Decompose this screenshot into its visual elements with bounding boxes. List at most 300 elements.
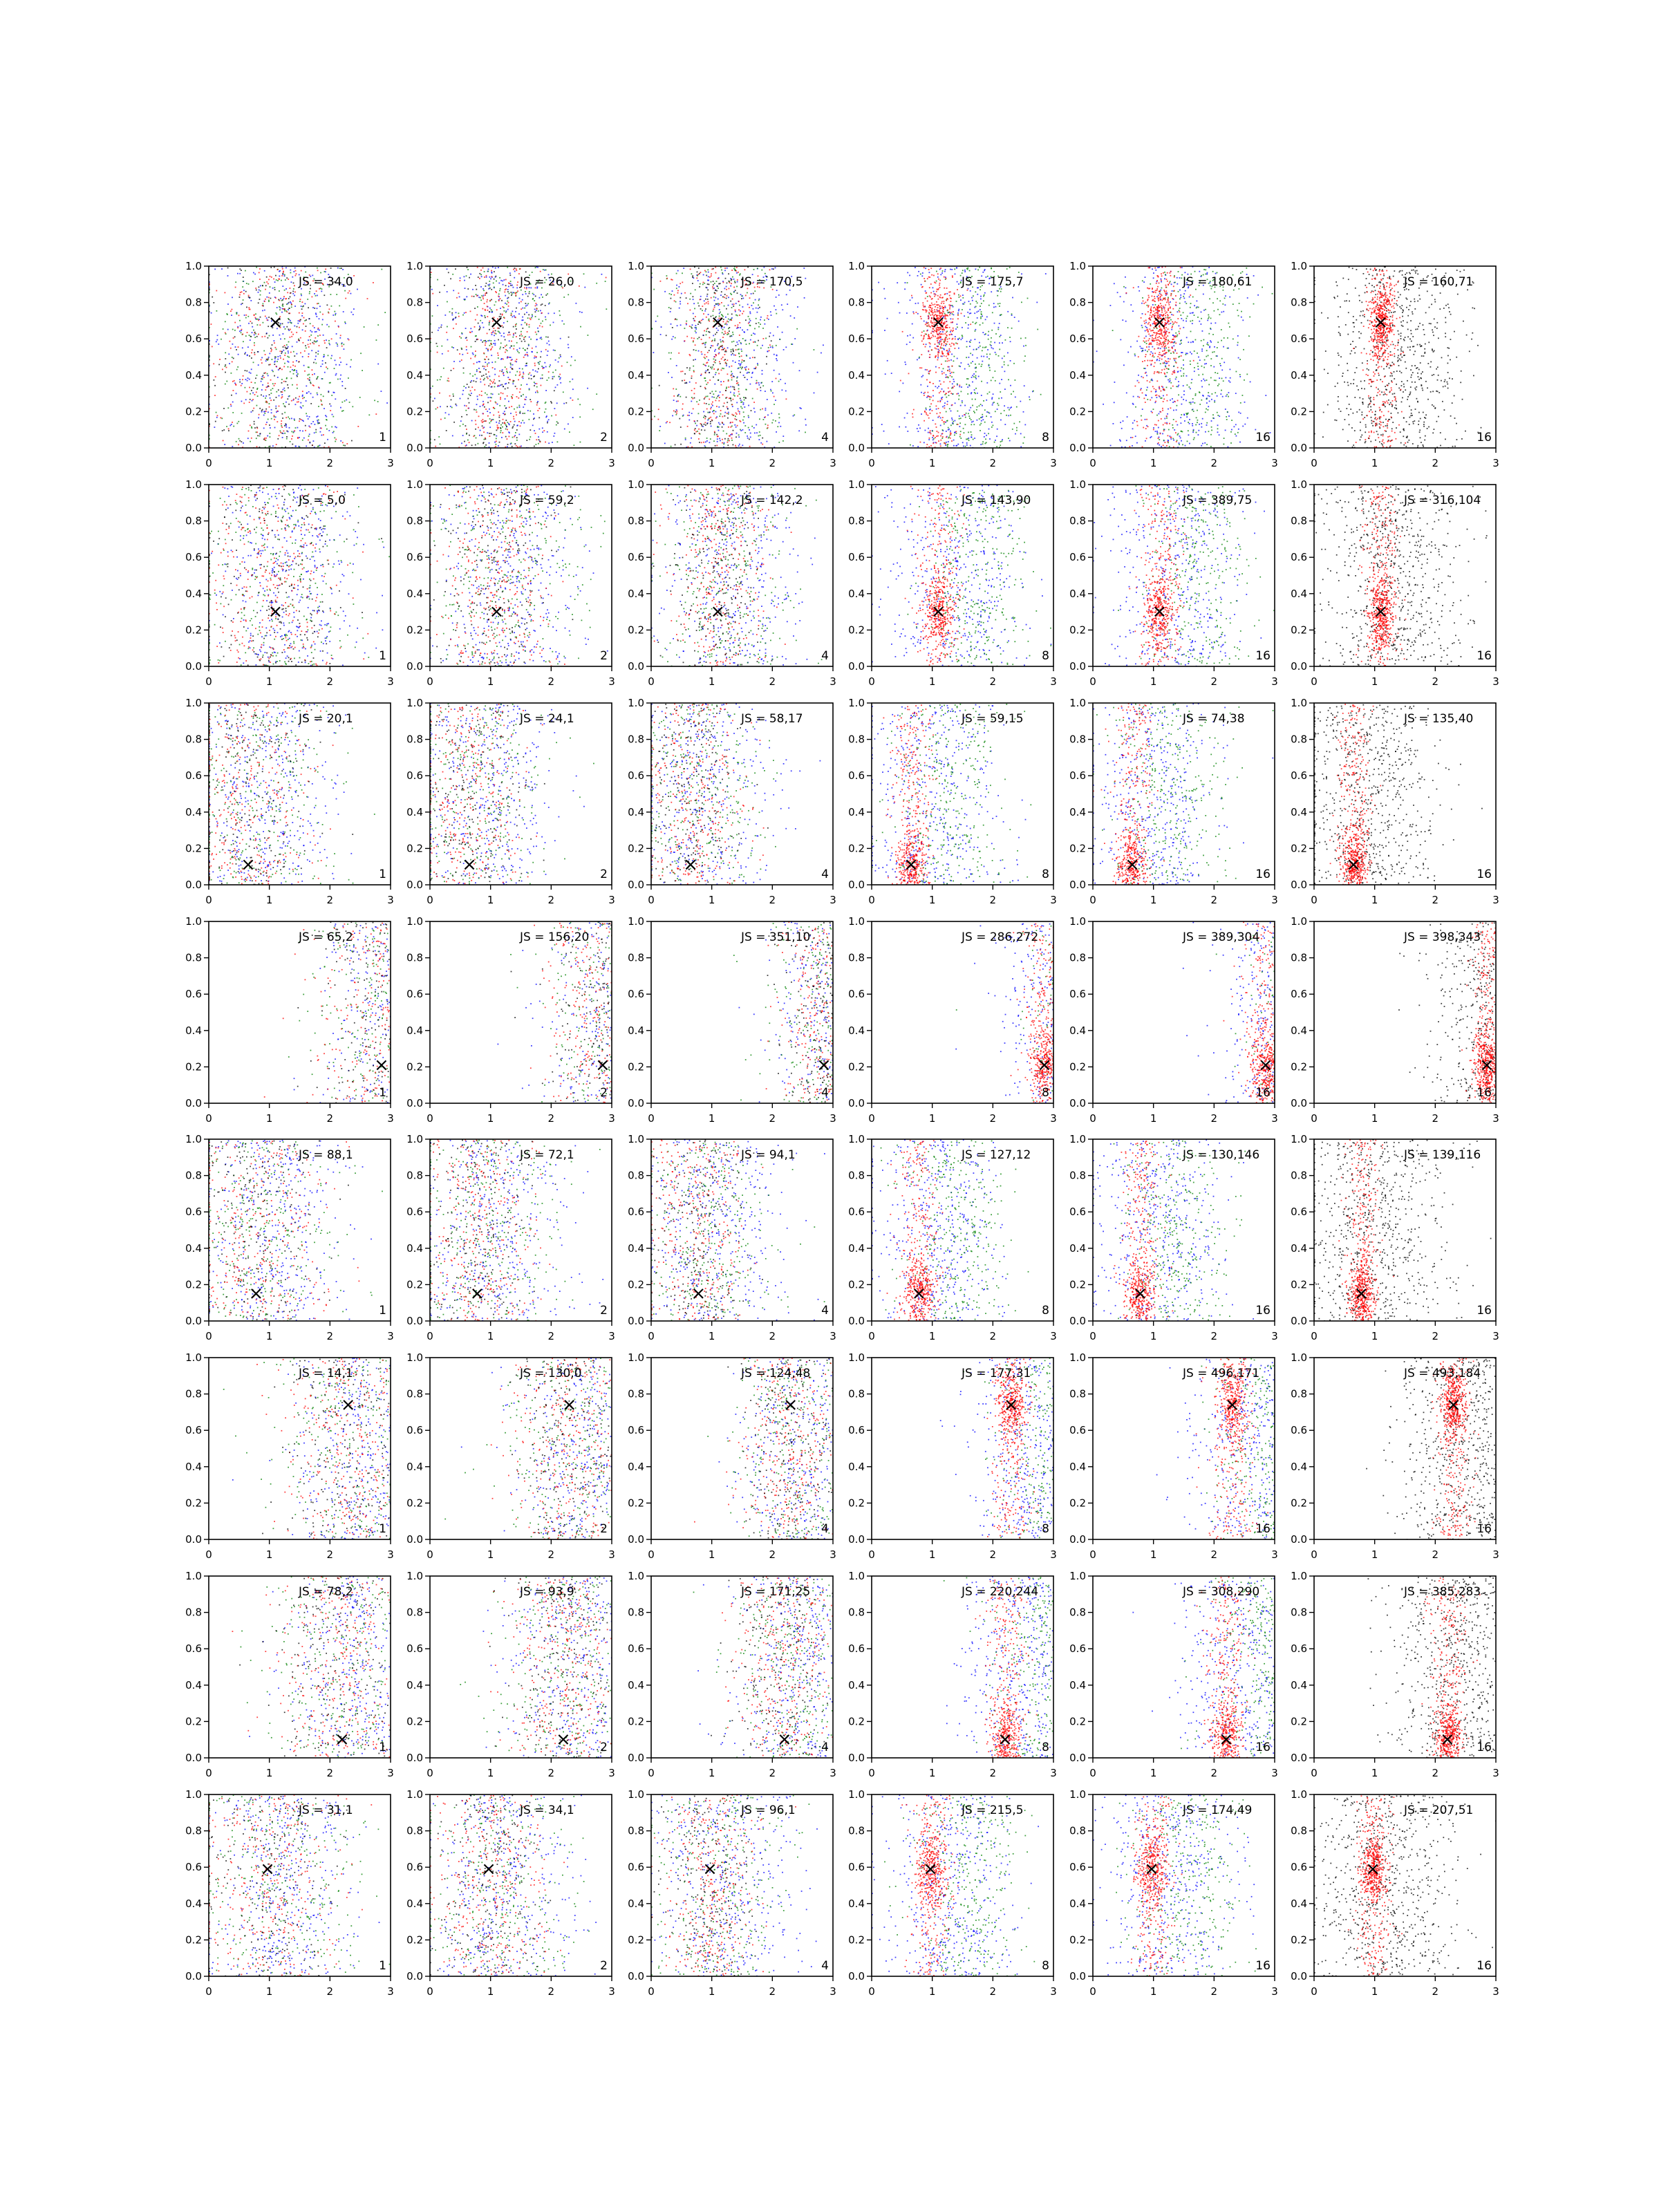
- y-tick-label: 0.2: [1069, 1278, 1086, 1291]
- axes-frame: [209, 1358, 391, 1539]
- x-tick-label: 1: [709, 894, 715, 906]
- x-tick-label: 2: [1211, 1330, 1218, 1342]
- y-tick-label: 0.6: [1291, 1424, 1307, 1436]
- x-tick-label: 1: [709, 1548, 715, 1561]
- y-tick-label: 0.0: [1291, 1097, 1307, 1109]
- count-label: 16: [1255, 431, 1271, 444]
- y-tick-label: 0.0: [628, 1752, 644, 1764]
- scatter-points: [872, 485, 1055, 666]
- x-tick-label: 0: [427, 675, 433, 688]
- panel-r3-c4: [848, 697, 1057, 906]
- y-tick-label: 0.2: [1291, 1060, 1307, 1073]
- y-tick-label: 0.4: [406, 806, 423, 818]
- panel-r7-c6: [1291, 1570, 1499, 1779]
- x-tick-label: 0: [427, 457, 433, 469]
- x-tick-label: 1: [1371, 894, 1378, 906]
- panel-r5-c6: [1291, 1133, 1499, 1342]
- x-tick-label: 2: [548, 894, 555, 906]
- y-tick-label: 0.8: [1069, 297, 1086, 309]
- y-tick-label: 0.2: [1069, 624, 1086, 636]
- x-tick-label: 2: [548, 457, 555, 469]
- panel-r7-c5: [1069, 1570, 1278, 1779]
- x-tick-label: 0: [648, 894, 655, 906]
- y-tick-label: 1.0: [1291, 1133, 1307, 1145]
- scatter-points: [430, 1794, 613, 1978]
- js-label: JS = 207,51: [1403, 1803, 1473, 1817]
- x-tick-label: 3: [387, 1330, 394, 1342]
- x-tick-label: 1: [487, 1767, 494, 1779]
- count-label: 2: [600, 1959, 608, 1973]
- y-tick-label: 0.0: [1069, 1315, 1086, 1327]
- panel-r5-c3: [628, 1133, 836, 1342]
- y-tick-label: 0.0: [848, 1315, 865, 1327]
- scatter-points: [460, 1576, 613, 1759]
- x-tick-label: 3: [1271, 1548, 1278, 1561]
- x-tick-label: 2: [548, 1330, 555, 1342]
- x-tick-label: 0: [868, 675, 875, 688]
- x-tick-label: 1: [487, 457, 494, 469]
- axes-frame: [430, 703, 612, 885]
- axes-frame: [651, 1576, 833, 1758]
- reference-marker: ×: [481, 1859, 496, 1880]
- count-label: 2: [600, 431, 608, 444]
- js-label: JS = 124,48: [740, 1367, 810, 1380]
- y-tick-label: 0.0: [406, 1097, 423, 1109]
- js-label: JS = 389,304: [1182, 930, 1259, 944]
- count-label: 1: [379, 1086, 386, 1100]
- x-tick-label: 2: [990, 1112, 997, 1125]
- scatter-points: [733, 921, 834, 1105]
- y-tick-label: 0.8: [406, 1170, 423, 1182]
- x-tick-label: 1: [487, 675, 494, 688]
- panel-r1-c2: [406, 260, 615, 469]
- scatter-points: [1314, 485, 1497, 668]
- x-tick-label: 0: [205, 1330, 212, 1342]
- reference-marker: ×: [562, 1394, 577, 1415]
- axes-frame: [651, 703, 833, 885]
- y-tick-label: 1.0: [848, 1570, 865, 1582]
- x-tick-label: 0: [648, 675, 655, 688]
- y-tick-label: 0.6: [1069, 1206, 1086, 1218]
- count-label: 16: [1477, 1522, 1492, 1536]
- x-tick-label: 2: [327, 1548, 334, 1561]
- axes-frame: [872, 703, 1053, 885]
- reference-marker: ×: [1346, 854, 1361, 875]
- y-tick-label: 0.4: [1291, 369, 1307, 382]
- y-tick-label: 0.6: [406, 769, 423, 782]
- y-tick-label: 0.0: [406, 1752, 423, 1764]
- scatter-points: [1093, 1794, 1276, 1977]
- x-tick-label: 1: [1371, 1767, 1378, 1779]
- y-tick-label: 0.2: [848, 1715, 865, 1727]
- x-tick-label: 1: [709, 1112, 715, 1125]
- x-tick-label: 0: [868, 1985, 875, 1998]
- js-label: JS = 127,12: [961, 1148, 1031, 1162]
- scatter-points: [694, 1358, 834, 1541]
- x-tick-label: 3: [830, 675, 836, 688]
- y-tick-label: 0.4: [628, 1897, 644, 1910]
- x-tick-label: 3: [387, 1767, 394, 1779]
- x-tick-label: 0: [1089, 457, 1096, 469]
- scatter-points: [1368, 1576, 1497, 1759]
- x-tick-label: 3: [1050, 894, 1057, 906]
- scatter-points: [872, 267, 1047, 449]
- y-tick-label: 0.2: [185, 1933, 202, 1946]
- panel-r1-c1: [185, 260, 394, 469]
- x-tick-label: 3: [387, 457, 394, 469]
- x-tick-label: 1: [266, 1985, 273, 1998]
- y-tick-label: 0.8: [406, 1606, 423, 1619]
- x-tick-label: 3: [830, 1112, 836, 1125]
- y-tick-label: 0.8: [406, 952, 423, 964]
- scatter-points: [651, 1794, 834, 1978]
- panel-r5-c2: [406, 1133, 615, 1342]
- x-tick-label: 0: [427, 1330, 433, 1342]
- js-label: JS = 496,171: [1182, 1367, 1259, 1380]
- x-tick-label: 3: [1050, 675, 1057, 688]
- y-tick-label: 0.4: [406, 1242, 423, 1255]
- axes-frame: [1314, 703, 1496, 885]
- reference-marker: ×: [1446, 1394, 1461, 1415]
- y-tick-label: 1.0: [1069, 1788, 1086, 1801]
- x-tick-label: 2: [1211, 1767, 1218, 1779]
- y-tick-label: 0.2: [1291, 405, 1307, 418]
- y-tick-label: 1.0: [848, 1788, 865, 1801]
- y-tick-label: 0.4: [406, 1897, 423, 1910]
- x-tick-label: 0: [427, 1767, 433, 1779]
- x-tick-label: 0: [205, 1767, 212, 1779]
- scatter-points: [1314, 266, 1497, 449]
- scatter-points: [430, 1139, 613, 1322]
- js-label: JS = 20,1: [298, 712, 353, 726]
- x-tick-label: 1: [1150, 1112, 1157, 1125]
- y-tick-label: 0.6: [1069, 1424, 1086, 1436]
- y-tick-label: 0.6: [185, 988, 202, 1000]
- y-tick-label: 0.0: [185, 1315, 202, 1327]
- x-tick-label: 3: [1492, 1112, 1499, 1125]
- reference-marker: ×: [903, 854, 919, 875]
- y-tick-label: 0.8: [1291, 297, 1307, 309]
- x-tick-label: 3: [608, 1330, 615, 1342]
- js-label: JS = 72,1: [519, 1148, 574, 1162]
- y-tick-label: 0.4: [1069, 1461, 1086, 1473]
- y-tick-label: 0.0: [1291, 1315, 1307, 1327]
- y-tick-label: 0.2: [1069, 405, 1086, 418]
- reference-marker: ×: [1258, 1055, 1273, 1076]
- panel-r6-c3: [628, 1351, 836, 1561]
- y-tick-label: 0.4: [848, 1242, 865, 1255]
- js-label: JS = 34,0: [298, 275, 353, 289]
- reference-marker: ×: [489, 312, 505, 333]
- x-tick-label: 0: [1089, 675, 1096, 688]
- y-tick-label: 0.8: [1069, 1388, 1086, 1400]
- axes-frame: [430, 266, 612, 448]
- x-tick-label: 2: [1211, 675, 1218, 688]
- x-tick-label: 2: [769, 675, 776, 688]
- scatter-points: [651, 485, 834, 667]
- y-tick-label: 0.6: [848, 1861, 865, 1873]
- y-tick-label: 1.0: [185, 478, 202, 491]
- y-tick-label: 0.0: [1069, 660, 1086, 673]
- x-tick-label: 2: [1432, 1112, 1439, 1125]
- y-tick-label: 1.0: [1291, 1351, 1307, 1364]
- y-tick-label: 0.0: [406, 1970, 423, 1983]
- js-label: JS = 171,25: [740, 1585, 810, 1599]
- x-tick-label: 0: [1311, 1330, 1318, 1342]
- y-tick-label: 1.0: [1069, 915, 1086, 928]
- reference-marker: ×: [931, 312, 946, 333]
- y-tick-label: 1.0: [848, 478, 865, 491]
- panel-r6-c1: [185, 1351, 394, 1561]
- x-tick-label: 2: [1211, 894, 1218, 906]
- reference-marker: ×: [341, 1394, 356, 1415]
- reference-marker: ×: [374, 1055, 389, 1076]
- y-tick-label: 0.8: [185, 1388, 202, 1400]
- y-tick-label: 0.8: [848, 297, 865, 309]
- scatter-points: [1093, 1139, 1254, 1322]
- y-tick-label: 0.2: [1069, 1497, 1086, 1509]
- y-tick-label: 0.4: [1291, 1897, 1307, 1910]
- y-tick-label: 0.6: [1291, 1642, 1307, 1655]
- y-tick-label: 0.0: [406, 660, 423, 673]
- panel-r4-c4: [848, 915, 1057, 1125]
- y-tick-label: 0.2: [628, 1497, 644, 1509]
- axes-frame: [872, 266, 1053, 448]
- y-tick-label: 0.2: [406, 1060, 423, 1073]
- y-tick-label: 0.8: [848, 1606, 865, 1619]
- panel-r8-c3: [628, 1788, 836, 1998]
- y-tick-label: 0.0: [848, 660, 865, 673]
- y-tick-label: 0.6: [628, 551, 644, 563]
- y-tick-label: 0.2: [406, 1715, 423, 1727]
- x-tick-label: 1: [1150, 457, 1157, 469]
- x-tick-label: 2: [990, 1330, 997, 1342]
- y-tick-label: 0.2: [1291, 842, 1307, 854]
- y-tick-label: 0.4: [848, 806, 865, 818]
- y-tick-label: 0.4: [1069, 1024, 1086, 1037]
- js-label: JS = 94,1: [740, 1148, 796, 1162]
- x-tick-label: 0: [1089, 1330, 1096, 1342]
- y-tick-label: 0.6: [628, 1861, 644, 1873]
- y-tick-label: 0.0: [628, 1970, 644, 1983]
- x-tick-label: 3: [387, 1112, 394, 1125]
- count-label: 1: [379, 1959, 386, 1973]
- x-tick-label: 1: [929, 1548, 936, 1561]
- x-tick-label: 0: [1311, 1112, 1318, 1125]
- y-tick-label: 1.0: [1069, 1570, 1086, 1582]
- js-label: JS = 14,1: [298, 1367, 353, 1380]
- y-tick-label: 0.0: [1069, 1533, 1086, 1546]
- y-tick-label: 0.2: [628, 405, 644, 418]
- count-label: 8: [1042, 1741, 1049, 1754]
- x-tick-label: 0: [427, 894, 433, 906]
- y-tick-label: 0.8: [1291, 1825, 1307, 1837]
- y-tick-label: 0.4: [628, 1242, 644, 1255]
- scatter-points: [444, 1358, 613, 1541]
- reference-marker: ×: [1125, 854, 1140, 875]
- y-tick-label: 0.8: [848, 1388, 865, 1400]
- x-tick-label: 1: [929, 1330, 936, 1342]
- reference-marker: ×: [469, 1284, 485, 1304]
- y-tick-label: 0.4: [406, 1679, 423, 1691]
- y-tick-label: 0.2: [848, 405, 865, 418]
- y-tick-label: 0.6: [1069, 551, 1086, 563]
- scatter-points: [1156, 1358, 1276, 1541]
- x-tick-label: 3: [830, 457, 836, 469]
- y-tick-label: 0.4: [848, 1461, 865, 1473]
- y-tick-label: 0.2: [628, 1933, 644, 1946]
- x-tick-label: 2: [548, 1548, 555, 1561]
- x-tick-label: 0: [868, 1548, 875, 1561]
- panel-r4-c6: [1291, 915, 1499, 1125]
- y-tick-label: 0.4: [185, 1897, 202, 1910]
- x-tick-label: 2: [327, 894, 334, 906]
- y-tick-label: 0.4: [185, 369, 202, 382]
- scatter-points: [430, 703, 594, 885]
- y-tick-label: 0.8: [628, 952, 644, 964]
- x-tick-label: 2: [548, 1767, 555, 1779]
- y-tick-label: 0.8: [185, 297, 202, 309]
- scatter-points: [651, 1139, 825, 1322]
- y-tick-label: 0.8: [1069, 1606, 1086, 1619]
- js-label: JS = 177,31: [961, 1367, 1031, 1380]
- x-tick-label: 3: [830, 1548, 836, 1561]
- scatter-points: [872, 1139, 1029, 1322]
- x-tick-label: 3: [387, 1985, 394, 1998]
- x-tick-label: 3: [1492, 1330, 1499, 1342]
- y-tick-label: 0.6: [406, 1206, 423, 1218]
- x-tick-label: 2: [769, 1112, 776, 1125]
- y-tick-label: 0.2: [1291, 1933, 1307, 1946]
- y-tick-label: 1.0: [1291, 1570, 1307, 1582]
- y-tick-label: 0.2: [1291, 1715, 1307, 1727]
- y-tick-label: 0.4: [628, 1461, 644, 1473]
- x-tick-label: 3: [1492, 457, 1499, 469]
- x-tick-label: 2: [1211, 1985, 1218, 1998]
- y-tick-label: 0.6: [1291, 769, 1307, 782]
- y-tick-label: 0.2: [185, 842, 202, 854]
- js-label: JS = 156,20: [519, 930, 589, 944]
- x-tick-label: 0: [1089, 1548, 1096, 1561]
- x-tick-label: 2: [1211, 457, 1218, 469]
- scatter-points: [1093, 485, 1276, 668]
- count-label: 2: [600, 1304, 608, 1318]
- y-tick-label: 1.0: [1291, 478, 1307, 491]
- y-tick-label: 0.6: [848, 332, 865, 345]
- y-tick-label: 0.8: [185, 1606, 202, 1619]
- x-tick-label: 1: [1371, 1112, 1378, 1125]
- y-tick-label: 0.0: [1069, 879, 1086, 891]
- x-tick-label: 0: [868, 1767, 875, 1779]
- x-tick-label: 1: [709, 1985, 715, 1998]
- x-tick-label: 1: [487, 1112, 494, 1125]
- y-tick-label: 1.0: [406, 260, 423, 272]
- panel-r8-c4: [848, 1788, 1057, 1998]
- y-tick-label: 1.0: [406, 1570, 423, 1582]
- panel-r2-c6: [1291, 478, 1499, 688]
- reference-marker: ×: [816, 1055, 832, 1076]
- x-tick-label: 1: [1371, 1548, 1378, 1561]
- reference-marker: ×: [691, 1284, 706, 1304]
- count-label: 4: [821, 431, 829, 444]
- reference-marker: ×: [1004, 1394, 1019, 1415]
- y-tick-label: 0.4: [406, 1024, 423, 1037]
- reference-marker: ×: [911, 1284, 926, 1304]
- y-tick-label: 0.4: [848, 588, 865, 600]
- count-label: 16: [1255, 649, 1271, 663]
- x-tick-label: 2: [548, 1112, 555, 1125]
- count-label: 4: [821, 1522, 829, 1536]
- y-tick-label: 0.6: [628, 988, 644, 1000]
- y-tick-label: 0.8: [628, 1606, 644, 1619]
- reference-marker: ×: [777, 1730, 792, 1750]
- reference-marker: ×: [1374, 312, 1389, 333]
- reference-marker: ×: [1152, 312, 1168, 333]
- y-tick-label: 0.0: [1069, 442, 1086, 454]
- y-tick-label: 0.6: [406, 332, 423, 345]
- scatter-points: [209, 266, 392, 449]
- y-tick-label: 0.8: [628, 1825, 644, 1837]
- reference-marker: ×: [931, 601, 946, 622]
- y-tick-label: 0.2: [848, 1497, 865, 1509]
- reference-marker: ×: [702, 1859, 718, 1880]
- x-tick-label: 1: [266, 894, 273, 906]
- y-tick-label: 0.0: [628, 1533, 644, 1546]
- x-tick-label: 3: [1271, 457, 1278, 469]
- js-label: JS = 286,272: [961, 930, 1038, 944]
- panel-r7-c3: [628, 1570, 836, 1779]
- count-label: 16: [1477, 1304, 1492, 1318]
- x-tick-label: 0: [1311, 1548, 1318, 1561]
- y-tick-label: 0.2: [185, 1278, 202, 1291]
- js-label: JS = 160,71: [1403, 275, 1473, 289]
- x-tick-label: 3: [608, 1985, 615, 1998]
- y-tick-label: 0.8: [1069, 733, 1086, 746]
- y-tick-label: 0.2: [185, 1715, 202, 1727]
- y-tick-label: 0.8: [1291, 515, 1307, 527]
- x-tick-label: 1: [1150, 1548, 1157, 1561]
- y-tick-label: 0.0: [406, 442, 423, 454]
- y-tick-label: 0.8: [848, 1825, 865, 1837]
- y-tick-label: 1.0: [848, 915, 865, 928]
- y-tick-label: 0.0: [848, 1970, 865, 1983]
- y-tick-label: 0.2: [406, 1497, 423, 1509]
- js-label: JS = 74,38: [1182, 712, 1245, 726]
- axes-frame: [209, 485, 391, 666]
- scatter-points: [209, 703, 375, 886]
- count-label: 1: [379, 868, 386, 881]
- y-tick-label: 0.4: [185, 1679, 202, 1691]
- axes-frame: [430, 1358, 612, 1539]
- y-tick-label: 1.0: [628, 697, 644, 709]
- y-tick-label: 1.0: [406, 478, 423, 491]
- y-tick-label: 0.0: [848, 879, 865, 891]
- y-tick-label: 0.2: [185, 1060, 202, 1073]
- scatter-points: [1093, 703, 1274, 886]
- reference-marker: ×: [489, 601, 505, 622]
- count-label: 16: [1255, 1304, 1271, 1318]
- x-tick-label: 1: [1150, 1330, 1157, 1342]
- y-tick-label: 0.8: [628, 1170, 644, 1182]
- x-tick-label: 0: [1089, 1112, 1096, 1125]
- x-tick-label: 3: [1050, 1112, 1057, 1125]
- reference-marker: ×: [335, 1730, 350, 1750]
- x-tick-label: 1: [1371, 675, 1378, 688]
- y-tick-label: 0.8: [1069, 952, 1086, 964]
- x-tick-label: 0: [1311, 1767, 1318, 1779]
- y-tick-label: 0.2: [1069, 1060, 1086, 1073]
- y-tick-label: 0.6: [185, 551, 202, 563]
